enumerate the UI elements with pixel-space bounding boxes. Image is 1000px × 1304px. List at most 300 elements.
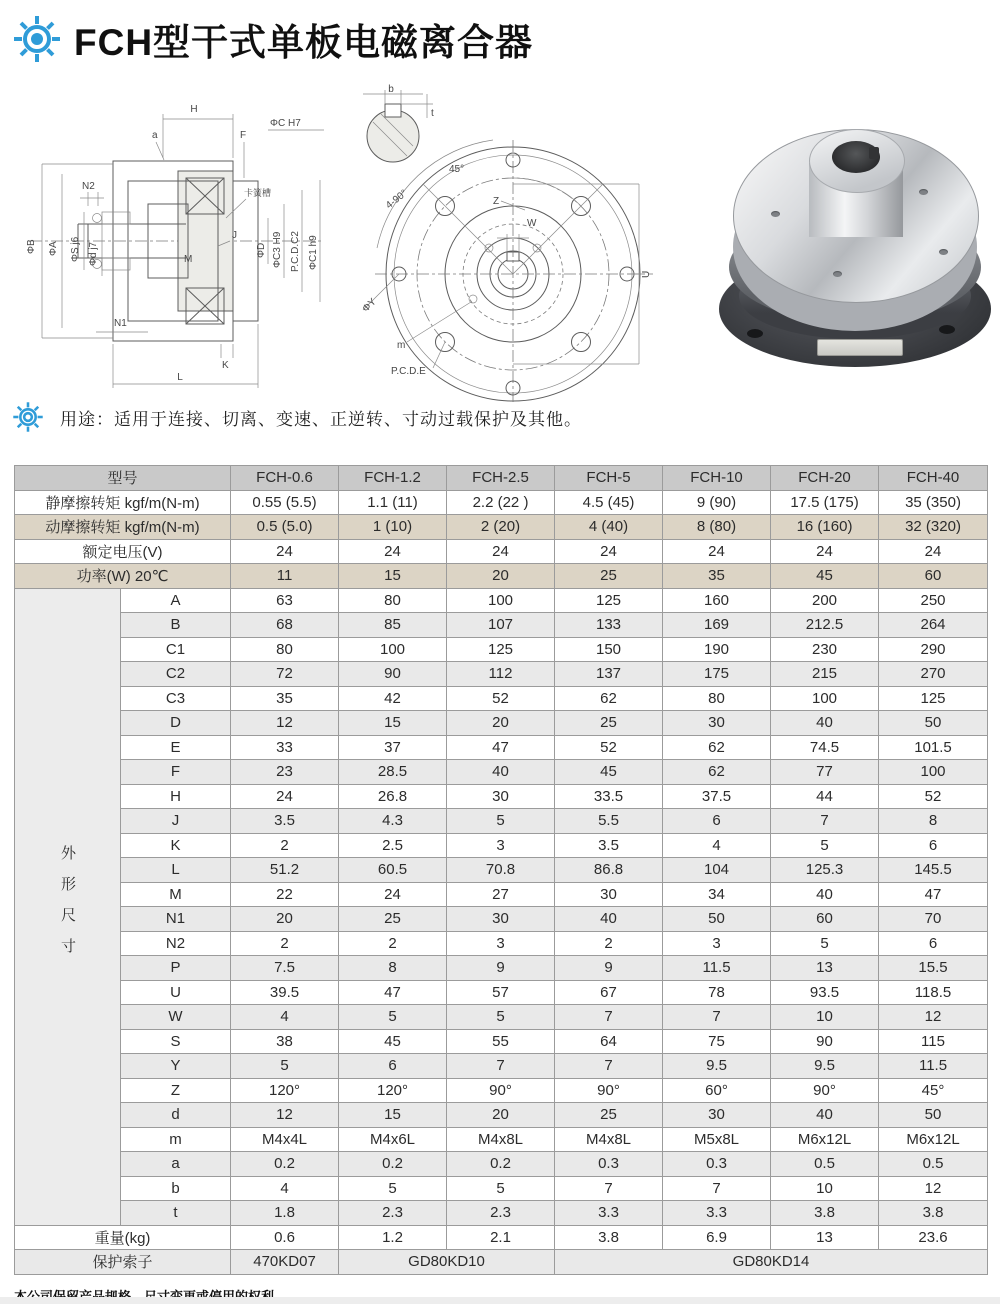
table-cell: 62 [555,686,663,711]
model-column-header: FCH-40 [879,466,988,491]
dim-label-t: t [431,108,434,119]
dimension-param-label: b [121,1176,231,1201]
table-cell: 90° [555,1078,663,1103]
table-cell: 20 [447,564,555,589]
dim-label-phiC-H7: ΦC H7 [270,118,301,129]
table-cell: 264 [879,613,988,638]
table-cell: 70.8 [447,858,555,883]
table-cell: 75 [663,1029,771,1054]
table-cell: 57 [447,980,555,1005]
table-cell: 150 [555,637,663,662]
dimension-param-label: J [121,809,231,834]
dimension-param-label: d [121,1103,231,1128]
dimension-param-label: m [121,1127,231,1152]
table-cell: 30 [447,784,555,809]
table-cell: 35 [231,686,339,711]
table-cell: 24 [555,539,663,564]
table-cell: M6x12L [771,1127,879,1152]
table-cell: 26.8 [339,784,447,809]
dimension-row [15,1201,988,1226]
dim-label-phid-j7: Φd j7 [88,241,99,266]
table-cell: 45 [555,760,663,785]
dimension-param-label: B [121,613,231,638]
table-cell: M6x12L [879,1127,988,1152]
table-cell: 2.3 [447,1201,555,1226]
table-cell: 45 [771,564,879,589]
table-cell: 63 [231,588,339,613]
table-cell: 25 [555,711,663,736]
dim-label-N2: N2 [82,181,95,192]
table-cell: 3 [663,931,771,956]
dimension-row [15,613,988,638]
table-cell: 93.5 [771,980,879,1005]
table-cell: 3.3 [555,1201,663,1226]
table-cell: 8 (80) [663,515,771,540]
table-cell: 7 [555,1054,663,1079]
table-cell: 7 [663,1176,771,1201]
table-cell: 90° [447,1078,555,1103]
page-header [12,12,533,66]
table-cell: 6 [339,1054,447,1079]
table-cell: 0.2 [339,1152,447,1177]
table-cell: 70 [879,907,988,932]
table-cell: 24 [879,539,988,564]
table-cell: 52 [555,735,663,760]
table-cell: 60° [663,1078,771,1103]
table-cell: M4x4L [231,1127,339,1152]
dimension-row [15,711,988,736]
table-cell: 215 [771,662,879,687]
front-view-drawing [333,84,668,402]
table-cell: 24 [231,784,339,809]
usage-text: 用途：适用于连接、切离、变速、正逆转、寸动过载保护及其他。 [60,409,582,429]
spec-row-label: 功率(W) 20℃ [15,564,231,589]
table-header-row [15,466,988,491]
table-cell: 6.9 [663,1225,771,1250]
table-cell: 24 [663,539,771,564]
table-cell: 212.5 [771,613,879,638]
dimension-param-label: M [121,882,231,907]
table-cell: 33.5 [555,784,663,809]
table-cell: 16 (160) [771,515,879,540]
spec-table [14,465,988,1275]
table-cell: M4x8L [447,1127,555,1152]
dim-label-J: J [232,230,237,241]
table-cell: 64 [555,1029,663,1054]
table-cell: 1.2 [339,1225,447,1250]
table-cell: 24 [771,539,879,564]
dim-label-PCD-E: P.C.D.E [391,366,426,377]
table-cell: 5.5 [555,809,663,834]
table-cell: 12 [231,1103,339,1128]
table-cell: 100 [339,637,447,662]
table-cell: 175 [663,662,771,687]
table-cell: 74.5 [771,735,879,760]
table-cell: 100 [447,588,555,613]
table-cell: 40 [447,760,555,785]
table-cell: 8 [339,956,447,981]
table-cell: 3.8 [879,1201,988,1226]
protection-row [15,1250,988,1275]
dimension-row [15,1078,988,1103]
table-cell: 3.5 [231,809,339,834]
gear-icon [12,401,44,433]
table-cell: 37.5 [663,784,771,809]
table-cell: 50 [663,907,771,932]
dim-label-Z: Z [493,196,500,207]
table-cell: 2.3 [339,1201,447,1226]
table-cell: 120° [339,1078,447,1103]
table-cell: 30 [447,907,555,932]
dim-label-K: K [222,360,229,371]
table-cell: 62 [663,760,771,785]
table-cell: 90 [771,1029,879,1054]
dimension-param-label: K [121,833,231,858]
gear-icon [12,14,62,64]
dim-label-a: a [152,130,158,141]
table-cell: 11.5 [663,956,771,981]
table-cell: 0.3 [555,1152,663,1177]
table-cell: 125 [555,588,663,613]
dimension-param-label: L [121,858,231,883]
dimension-param-label: S [121,1029,231,1054]
dim-label-phiS-j6: ΦS j6 [70,236,81,262]
table-cell: 24 [339,882,447,907]
dimension-row [15,735,988,760]
dimension-param-label: D [121,711,231,736]
table-cell: 125.3 [771,858,879,883]
table-cell: 2.1 [447,1225,555,1250]
table-cell: 22 [231,882,339,907]
table-cell: 30 [555,882,663,907]
table-cell: 8 [879,809,988,834]
page-bottom-strip [0,1297,1000,1304]
table-cell: 101.5 [879,735,988,760]
table-cell: 4 [231,1005,339,1030]
table-cell: 0.2 [447,1152,555,1177]
spec-row [15,515,988,540]
dimension-param-label: Y [121,1054,231,1079]
dim-label-N1: N1 [114,318,127,329]
table-cell: M4x6L [339,1127,447,1152]
table-cell: 42 [339,686,447,711]
table-cell: 27 [447,882,555,907]
dim-label-phiB: ΦB [26,239,37,254]
table-cell: 107 [447,613,555,638]
table-cell: 4.3 [339,809,447,834]
spec-row [15,564,988,589]
dim-label-phiC1-h9: ΦC1 h9 [308,235,319,270]
table-cell: 120° [231,1078,339,1103]
table-cell: 7 [771,809,879,834]
table-cell: 86.8 [555,858,663,883]
table-cell: 0.5 [879,1152,988,1177]
table-cell: 90° [771,1078,879,1103]
dimension-row [15,784,988,809]
table-cell: 9 (90) [663,490,771,515]
table-cell: 1 (10) [339,515,447,540]
dim-label-M: M [184,254,193,265]
table-cell: M5x8L [663,1127,771,1152]
table-cell: 6 [879,931,988,956]
dimension-group-label: 外形尺寸 [15,588,121,1225]
dimension-param-label: W [121,1005,231,1030]
table-cell: 12 [879,1005,988,1030]
dimension-param-label: C3 [121,686,231,711]
spec-table-wrap [14,465,988,1275]
table-cell: 125 [879,686,988,711]
table-cell: 23 [231,760,339,785]
table-cell: 3 [447,931,555,956]
dim-label-PCD-C2: P.C.D.C2 [290,231,301,272]
dimension-row [15,931,988,956]
table-cell: 9.5 [663,1054,771,1079]
table-cell: 40 [771,882,879,907]
table-cell: 137 [555,662,663,687]
table-cell: 85 [339,613,447,638]
spec-row-label: 静摩擦转矩 kgf/m(N-m) [15,490,231,515]
table-cell: 115 [879,1029,988,1054]
dimension-row [15,980,988,1005]
table-cell: 5 [771,931,879,956]
table-cell: 200 [771,588,879,613]
table-cell: 77 [771,760,879,785]
product-photo [713,103,1000,379]
spec-row [15,539,988,564]
table-cell: 45 [339,1029,447,1054]
table-cell: 11 [231,564,339,589]
table-cell: 0.6 [231,1225,339,1250]
table-cell: 5 [447,1005,555,1030]
table-cell: 47 [447,735,555,760]
table-cell: 15 [339,564,447,589]
table-cell: 32 (320) [879,515,988,540]
dimension-param-label: N2 [121,931,231,956]
dimension-param-label: C1 [121,637,231,662]
table-cell: 7 [555,1176,663,1201]
table-cell: 133 [555,613,663,638]
table-cell: 250 [879,588,988,613]
table-cell: 90 [339,662,447,687]
spec-row [15,490,988,515]
table-cell: 104 [663,858,771,883]
table-cell: 5 [447,1176,555,1201]
dim-label-F: F [240,130,247,141]
flange-bolt-hole [747,329,763,338]
dimension-row [15,907,988,932]
table-cell: 4 [663,833,771,858]
usage-note [12,401,582,433]
table-cell: 3.8 [771,1201,879,1226]
table-cell: 60 [879,564,988,589]
table-cell: 2.5 [339,833,447,858]
dim-label-4-90: 4-90° [383,187,410,212]
table-cell: 80 [339,588,447,613]
weight-row [15,1225,988,1250]
dim-label-W: W [527,218,537,229]
model-column-header: FCH-0.6 [231,466,339,491]
table-cell: 13 [771,956,879,981]
dimension-param-label: F [121,760,231,785]
table-cell: 52 [447,686,555,711]
table-cell: 5 [447,809,555,834]
table-cell: 6 [663,809,771,834]
table-cell: 7 [663,1005,771,1030]
table-cell: 24 [231,539,339,564]
table-cell: 39.5 [231,980,339,1005]
dimension-row [15,809,988,834]
table-cell: 40 [771,1103,879,1128]
table-cell: 44 [771,784,879,809]
table-cell: 4.5 (45) [555,490,663,515]
table-cell: 38 [231,1029,339,1054]
table-cell: 5 [231,1054,339,1079]
model-column-header: FCH-20 [771,466,879,491]
table-cell: 5 [339,1176,447,1201]
table-cell: 3.8 [555,1225,663,1250]
dimension-row [15,588,988,613]
table-cell: 1.8 [231,1201,339,1226]
table-cell: 2 [231,931,339,956]
table-cell: 0.3 [663,1152,771,1177]
dimension-param-label: N1 [121,907,231,932]
table-cell: 4 [231,1176,339,1201]
table-cell: 72 [231,662,339,687]
table-cell: 67 [555,980,663,1005]
protection-row-label: 保护索子 [15,1250,231,1275]
table-cell: 30 [663,711,771,736]
dimension-param-label: t [121,1201,231,1226]
table-cell: 28.5 [339,760,447,785]
weight-row-label: 重量(kg) [15,1225,231,1250]
dimension-param-label: P [121,956,231,981]
table-cell: 290 [879,637,988,662]
table-cell: 50 [879,1103,988,1128]
table-cell: 78 [663,980,771,1005]
table-cell: 2 (20) [447,515,555,540]
table-cell: 9 [447,956,555,981]
table-cell: 470KD07 [231,1250,339,1275]
table-cell: 55 [447,1029,555,1054]
table-cell: 50 [879,711,988,736]
table-cell: 12 [231,711,339,736]
dim-label-H: H [190,104,198,115]
table-cell: 0.5 [771,1152,879,1177]
dim-label-U: U [641,270,652,278]
dimension-param-label: E [121,735,231,760]
table-cell: 80 [663,686,771,711]
table-cell: 2 [555,931,663,956]
table-cell: 230 [771,637,879,662]
table-cell: 45° [879,1078,988,1103]
dimension-row [15,760,988,785]
table-cell: 35 (350) [879,490,988,515]
dim-label-b: b [388,84,394,95]
table-cell: 15 [339,711,447,736]
table-cell: 7 [555,1005,663,1030]
table-cell: 7.5 [231,956,339,981]
table-cell: 24 [339,539,447,564]
table-cell: 47 [879,882,988,907]
table-cell: 20 [447,1103,555,1128]
dimension-row [15,1176,988,1201]
table-cell: 2 [231,833,339,858]
table-cell: 169 [663,613,771,638]
table-cell: 5 [339,1005,447,1030]
dimension-param-label: C2 [121,662,231,687]
dim-label-45deg: 45° [449,164,465,175]
table-cell: 270 [879,662,988,687]
dimension-row [15,1029,988,1054]
table-cell: 20 [447,711,555,736]
table-cell: 112 [447,662,555,687]
table-cell: 13 [771,1225,879,1250]
table-cell: 37 [339,735,447,760]
page-title: FCH型干式单板电磁离合器 [74,22,534,63]
dimension-row [15,686,988,711]
table-cell: 160 [663,588,771,613]
table-cell: 30 [663,1103,771,1128]
spec-row-label: 动摩擦转矩 kgf/m(N-m) [15,515,231,540]
flange-bolt-hole [939,325,955,334]
table-cell: 2 [339,931,447,956]
dimension-row [15,956,988,981]
table-cell: 2.2 (22 ) [447,490,555,515]
table-cell: 20 [231,907,339,932]
table-cell: 35 [663,564,771,589]
table-cell: 9 [555,956,663,981]
spec-row-label: 额定电压(V) [15,539,231,564]
table-cell: 10 [771,1176,879,1201]
table-cell: 118.5 [879,980,988,1005]
table-cell: 3.5 [555,833,663,858]
table-cell: 7 [447,1054,555,1079]
dimension-row [15,662,988,687]
dim-label-L: L [177,372,183,383]
table-cell: 11.5 [879,1054,988,1079]
table-cell: 51.2 [231,858,339,883]
table-cell: 62 [663,735,771,760]
dimension-param-label: Z [121,1078,231,1103]
table-cell: 25 [339,907,447,932]
table-cell: 60 [771,907,879,932]
dim-label-phiY: ΦY [360,296,379,315]
model-header-label: 型号 [15,466,231,491]
table-cell: 52 [879,784,988,809]
table-cell: 190 [663,637,771,662]
table-cell: 0.55 (5.5) [231,490,339,515]
table-cell: 3 [447,833,555,858]
table-cell: 23.6 [879,1225,988,1250]
table-cell: 125 [447,637,555,662]
dimension-param-label: a [121,1152,231,1177]
model-column-header: FCH-2.5 [447,466,555,491]
table-cell: 15.5 [879,956,988,981]
dimension-param-label: H [121,784,231,809]
table-cell: 40 [555,907,663,932]
dimension-row [15,1152,988,1177]
table-cell: 15 [339,1103,447,1128]
annotation-snap-ring-groove: 卡簧槽 [244,188,272,198]
dimension-row [15,1103,988,1128]
table-cell: 24 [447,539,555,564]
table-cell: 25 [555,1103,663,1128]
table-cell: M4x8L [555,1127,663,1152]
dimension-param-label: A [121,588,231,613]
table-cell: 80 [231,637,339,662]
table-cell: 0.2 [231,1152,339,1177]
table-cell: 34 [663,882,771,907]
